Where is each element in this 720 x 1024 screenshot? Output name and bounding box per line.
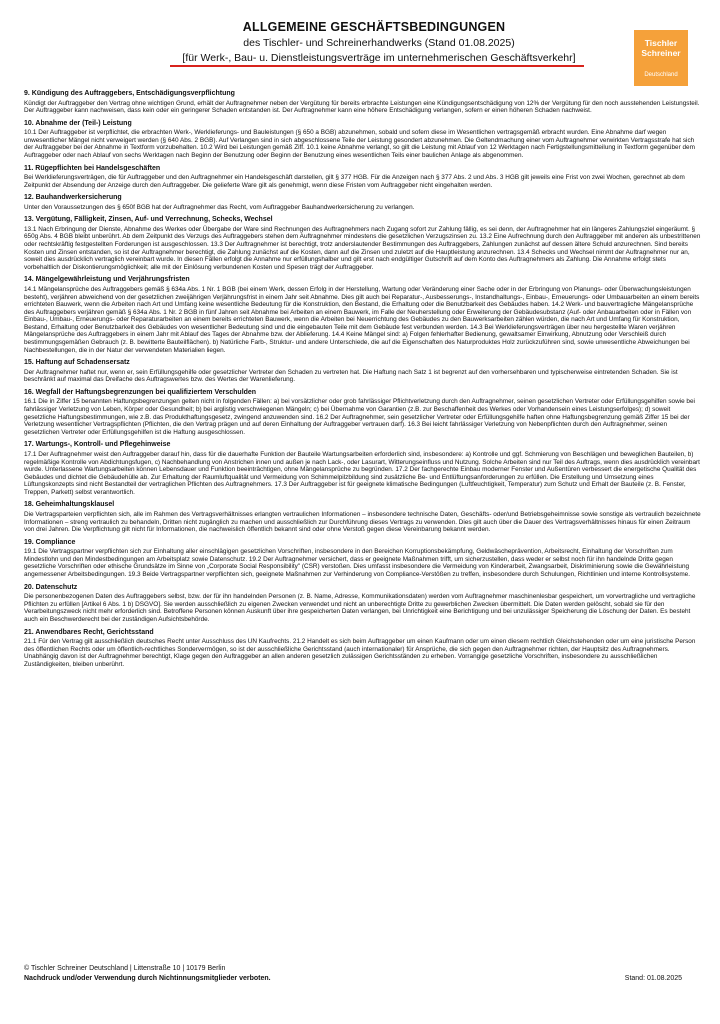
section-10 — [24, 120, 702, 160]
section-heading: 21. Anwendbares Recht, Gerichtsstand — [24, 628, 154, 636]
section-body: 10.1 Der Auftraggeber ist verpflichtet, die erbrachten Werk-, Werklieferungs- und Bauleistungen (§ 650 a BGB) abzunehmen, sobald und sofern diese im Wesentlichen vertragsgemäß erbracht wurden. Eine Abnahme darf wegen unwesentlicher Mängel nicht verweigert werden (§ 640 Abs. 2 BGB). Auf Verlangen sind in sich abgeschlossene Teile der Leistung gesondert abzunehmen. Die Geltendmachung einer vom Auftragnehmer verwirkten Vertragsstrafe hat sich der Auftraggeber bei der Abnahme in Textform vorzubehalten. 10.2 Wird bei Leistungen gemäß Ziff. 10.1 keine Abnahme verlangt, so gilt die Leistung mit Ablauf von 12 Werktagen nach Fertigstellungsmitteilung in Textform gegenüber dem Auftraggeber oder nach Ablauf von sechs Werktagen nach Beginn der Benutzung oder Beginn der Benutzung eines wesentlichen Teils einer baulichen Anlage als abgenommen. — [24, 129, 695, 159]
section-body: Bei Werklieferungsverträgen, die für Auftraggeber und den Auftragnehmer ein Handelsgeschäft darstellen, gilt § 377 HGB. Für die Anzeigen nach § 377 Abs. 2 und Abs. 3 HGB gilt jeweils eine Frist von zwei Wochen, gerechnet ab dem Zeitpunkt der Absendung der Anzeige durch den Auftraggeber. Die gelieferte Ware gilt als genehmigt, wenn diese Fristen vom Auftraggeber nicht eingehalten werden. — [24, 174, 685, 189]
logo-line-3: Deutschland — [644, 72, 678, 78]
section-15 — [24, 359, 702, 384]
section-17 — [24, 441, 702, 496]
section-21 — [24, 629, 702, 669]
section-body: 17.1 Der Auftragnehmer weist den Auftraggeber darauf hin, dass für die dauerhafte Funktion der Bauteile Wartungsarbeiten erforderlich sind, insbesondere: a) Kontrolle und ggf. Schmierung von Beschlägen und beweglichen Bauteilen, b) regelmäßige Kontrolle von Abdichtungsfugen, c) Nachbehandlung von Anstrichen innen und außen je nach Lack-, oder Lasurart, Witterungseinfluss und Nutzung. Solche Arbeiten sind nur Teil des Auftrags, wenn dies ausdrücklich vereinbart wurde. Unterlassene Wartungsarbeiten können Lebensdauer und Funktion beeinträchtigen, ohne Mängelansprüche zu begründen. 17.2 Der fachgerechte Einbau moderner Fenster und Außentüren verbessert die energetische Qualität des Gebäudes und dichtet die Gebäudehülle ab. Zur Erhaltung der Raumluftqualität und Vermeidung von Schimmelpilzbildung sind zusätzliche Be- und Entlüftungsanforderungen zu erfüllen. Die Erstellung und Umsetzung eines Lüftungskonzepts sind nicht Bestandteil der vertraglichen Pflichten des Auftragnehmers. 17.3 Der Auftraggeber ist für geeignete klimatische Bedingungen (Luftfeuchtigkeit, Temperatur) zum Schutz und Erhalt der Bauteile (z. B. Fenster, Treppen, Parkett) selbst verantwortlich. — [24, 450, 700, 496]
section-body: Die personenbezogenen Daten des Auftraggebers selbst, bzw. der für ihn handelnden Personen (z. B. Name, Adresse, Kommunikationsdaten) werden vom Auftragnehmer maschinenlesbar gespeichert, um vorvertragliche und vertragliche Pflichten zu erfüllen [Artikel 6 Abs. 1 b) DSGVO]. Sie werden ausschließlich zu eigenen Zwecken verwendet und nicht an unberechtigte Dritte zu gewerblichen Zwecken übermittelt. Die Daten werden gelöscht, sobald sie für den Verarbeitungszweck nicht mehr erforderlich sind. Betroffene Personen können Auskunft über ihre gespeicherten Daten verlangen, bei Unrichtigkeit eine Berichtigung und bei unzulässiger Speicherung die Löschung der Daten. Es besteht auch ein Beschwerderecht bei der zuständigen Aufsichtsbehörde. — [24, 593, 696, 623]
section-body: 21.1 Für den Vertrag gilt ausschließlich deutsches Recht unter Ausschluss des UN Kaufrechts. 21.2 Handelt es sich beim Auftraggeber um einen Kaufmann oder um einen diesem rechtlich Gleichstehenden oder um eine juristische Person des öffentlichen Rechts oder um öffentlich-rechtliches Sondervermögen, so ist der ausschließliche Gerichtsstand (auch internationaler) für Ansprüche, die sich gegen den Auftragnehmer richten, der Hauptsitz des Auftragnehmers. Unabhängig davon ist der Auftragnehmer berechtigt, Klage gegen den Auftraggeber an allen anderen gesetzlich zulässigen Gerichtsständen zu erheben. Vorrangige gesetzliche Vorschriften, insbesondere zu ausschließlichen Zuständigkeiten, bleiben unberührt. — [24, 638, 696, 668]
logo-line-2: Schreiner — [641, 48, 681, 58]
section-heading: 10. Abnahme der (Teil-) Leistung — [24, 119, 132, 127]
section-heading: 17. Wartungs-, Kontroll- und Pflegehinweise — [24, 441, 171, 449]
footer-notice: Nachdruck und/oder Verwendung durch Nichtinnungsmitglieder verboten. — [24, 975, 271, 982]
section-20 — [24, 584, 702, 624]
section-18 — [24, 501, 702, 533]
section-16 — [24, 389, 702, 436]
section-heading: 14. Mängelgewährleistung und Verjährungsfristen — [24, 276, 190, 284]
header — [24, 0, 702, 88]
terms-content — [24, 90, 702, 673]
section-13 — [24, 216, 702, 271]
section-body: Die Vertragsparteien verpflichten sich, alle im Rahmen des Vertragsverhältnisses erlangten vertraulichen Informationen – insbesondere technische Daten, Geschäfts- oder/und Betriebsgeheimnisse sowie sonstige als vertraulich bezeichnete Informationen – streng vertraulich zu behandeln, Dritten nicht zugänglich zu machen und ausschließlich zur Durchführung dieses Vertrags zu verwenden. Dies gilt auch über die Dauer des Vertragsverhältnisses hinaus für einen Zeitraum von drei Jahren. Die Verpflichtung gilt nicht für Informationen, die nachweislich öffentlich bekannt sind oder ohne Verstoß gegen diese Vereinbarung bekannt werden. — [24, 510, 701, 534]
red-underline — [170, 65, 584, 67]
section-body: 19.1 Die Vertragspartner verpflichten sich zur Einhaltung aller einschlägigen gesetzlichen Vorschriften, insbesondere in den Bereichen Korruptionsbekämpfung, Geldwäscheprävention, Arbeitsrecht, Einhaltung der Vorschriften zum Mindestlohn und den Mindestbedingungen am Arbeitsplatz sowie Datenschutz. 19.2 Der Auftragnehmer versichert, dass er geeignete Maßnahmen trifft, um sicherzustellen, dass weder er selbst noch für ihn handelnde Dritte gegen gesetzliche Vorschriften oder ethische Grundsätze im Sinne von „Corporate Social Responsibility" (CSR) verstoßen. Dies umfasst insbesondere die Vermeidung von Kinderarbeit, Zwangsarbeit, Diskriminierung sowie die Gewährleistung angemessener Arbeitsbedingungen. 19.3 Beide Vertragspartner verpflichten sich, geeignete Maßnahmen zur Verhinderung von Compliance-Verstößen zu treffen, insbesondere durch Schulungen, Richtlinien und interne Kontrollsysteme. — [24, 548, 690, 579]
section-heading: 19. Compliance — [24, 538, 76, 546]
document-title: ALLGEMEINE GESCHÄFTSBEDINGUNGEN — [242, 20, 506, 34]
section-body: 14.1 Mängelansprüche des Auftraggebers gemäß § 634a Abs. 1 Nr. 1 BGB (bei einem Werk, dessen Erfolg in der Herstellung, Wartung oder Veränderung einer Sache oder in der Erbringung von Planungs- oder Überwachungsleistungen besteht), verjähren abweichend von der gesetzlichen zweijährigen Verjährungsfrist in einem Jahr seit Abnahme. Dies gilt auch bei Reparatur-, Ausbesserungs-, Instandhaltungs-, Einbau-, Erneuerungs- oder Umbauarbeiten an einem bereits errichteten Bauwerk, wenn die Arbeiten nach Art und Umfang keine wesentliche Bedeutung für die Konstruktion, den Bestand, die Erhaltung oder die Benutzbarkeit des Gebäudes haben. 14.2 Werk- und bauvertragliche Mängelansprüche des Auftraggebers verjähren gemäß § 634a Abs. 1 Nr. 2 BGB in fünf Jahren seit Abnahme bei Arbeiten an einem Bauwerk, im Falle der Neuherstellung oder Erweiterung der Gebäudesubstanz (Auf- oder Anbauarbeiten oder in Fällen von Einbau-, Umbau-, Erneuerungs- oder Reparaturarbeiten an einem bereits errichteten Bauwerk, wenn die Arbeiten bei Neuerrichtung des Gebäudes zu den Bauwerksarbeiten zählen würden, die nach Art und Umfang für Konstruktion, Bestand, Erhaltung oder Benutzbarkeit des Gebäudes von wesentlicher Bedeutung sind und die eingebauten Teile mit dem Gebäude fest verbunden werden. 14.3 Bei Werklieferungsverträgen über neu hergestellte Waren verjähren Mängelansprüche des Auftraggebers in einem Jahr mit Ablauf des Tages der Abnahme bzw. der Ablieferung. 14.4 Keine Mängel sind: a) Folgen fehlerhafter Bedienung, gewaltsamer Einwirkung, Abnutzung oder Verschleiß durch bestimmungsgemäßen Gebrauch (z. B. bewitterte Bauteilflächen). b) Natürliche Farb-, Struktur- und andere Unterschiede, die auf die Eigenschaften des Naturproduktes Holz zurückzuführen sind, sowie unwesentliche Abweichungen bei Nachbestellungen, die in der Natur der verwendeten Materialien liegen. — [24, 285, 700, 354]
footer-stand-date: Stand: 01.08.2025 — [624, 975, 682, 982]
section-heading: 15. Haftung auf Schadensersatz — [24, 359, 130, 367]
section-12 — [24, 194, 702, 211]
logo-line-1: Tischler — [644, 38, 678, 48]
section-body: 16.1 Die in Ziffer 15 benannten Haftungsbegrenzungen gelten nicht in folgenden Fällen: a) bei vorsätzlicher oder grob fahrlässiger Pflichtverletzung durch den Auftragnehmer, seinen gesetzlichen Vertreter oder Erfüllungsgehilfen sowie bei fahrlässiger Verletzung von Leben, Körper oder Gesundheit; b) bei arglistig verschwiegenen Mängeln; c) bei Übernahme von Garantien (z.B. zur Beschaffenheit des Werkes oder Vorhandensein eines Leistungserfolges); d) soweit gesetzliche Haftungsbestimmungen, wie z.B. das Produkthaftungsgesetz, zwingend anzuwenden sind. 16.2 Der Auftragnehmer, sein gesetzlicher Vertreter oder Erfüllungsgehilfe haften ohne Haftungsbegrenzung gemäß Ziffer 15 bei der Verletzung wesentlicher Vertragspflichten (Pflichten, die den Vertrag prägen und auf deren Einhaltung der Auftraggeber vertrauen darf). 16.3 Bei leicht fahrlässiger Verletzung von Nebenpflichten durch den Auftragnehmer, seinen gesetzlichen Vertreter oder Erfüllungsgehilfen ist die Haftung ausgeschlossen. — [24, 398, 695, 436]
section-heading: 20. Datenschutz — [24, 583, 78, 591]
section-heading: 9. Kündigung des Auftraggebers, Entschädigungsverpflichtung — [24, 90, 235, 97]
section-body: Unter den Voraussetzungen des § 650f BGB hat der Auftragnehmer das Recht, vom Auftraggeber Bauhandwerkersicherung zu verlangen. — [24, 203, 415, 211]
section-body: 13.1 Nach Erbringung der Dienste, Abnahme des Werkes oder Übergabe der Ware sind Rechnungen des Auftragnehmers nach Zugang sofort zur Zahlung fällig, es sei denn, der Auftragnehmer hat ein längeres Zahlungsziel eingeräumt. § 650g Abs. 4 BGB bleibt unberührt. Ab dem Zeitpunkt des Verzugs des Auftraggebers stehen dem Auftragnehmer mindestens die gesetzlichen Verzugszinsen zu. 13.2 Eine Aufrechnung durch den Auftraggeber mit anderen als unbestrittenen oder rechtskräftig festgestellten Forderungen ist ausgeschlossen. 13.3 Der Auftragnehmer ist berechtigt, trotz anderslautender Bestimmungen des Auftraggebers, Zahlungen zunächst auf dessen ältere Schuld anzurechnen. Sind bereits Kosten und Zinsen entstanden, so ist der Auftragnehmer berechtigt, die Zahlung zunächst auf die Kosten, dann auf die Zinsen und zuletzt auf die Hauptleistung anzurechnen. 13.4 Schecks und Wechsel nimmt der Auftragnehmer nur an, soweit dies ausdrücklich vertraglich vereinbart wurde. In diesen Fällen erfolgt die Annahme nur erfüllungshalber und gilt erst nach endgültiger Gutschrift auf dem Konto des Auftragnehmers als Zahlung. Die Annahme erfolgt stets vorbehaltlich der Diskontierungsmöglichkeit; alle mit der Einlösung verbundenen Kosten und Spesen trägt der Auftraggeber. — [24, 225, 701, 271]
document-scope: [für Werk-, Bau- u. Dienstleistungsverträge im unternehmerischen Geschäftsverkehr] — [182, 52, 576, 64]
document-subtitle: des Tischler- und Schreinerhandwerks (Stand 01.08.2025) — [243, 37, 515, 49]
section-body: Kündigt der Auftraggeber den Vertrag ohne wichtigen Grund, erhält der Auftragnehmer neben der Vergütung für bereits erbrachte Leistungen eine Kündigungsentschädigung von 12% der Vergütung für den noch ausstehenden Leistungsteil. Der Auftraggeber kann nachweisen, dass kein oder ein geringerer Schaden entstanden ist. Der Auftragnehmer kann eine höhere Entschädigung verlangen, sofern er einen höheren Schaden nachweist. — [24, 99, 700, 115]
section-9 — [24, 90, 702, 115]
footer-copyright: © Tischler Schreiner Deutschland | Littenstraße 10 | 10179 Berlin — [24, 965, 226, 972]
section-heading: 12. Bauhandwerkersicherung — [24, 194, 122, 202]
tischler-schreiner-logo — [634, 30, 688, 86]
section-heading: 11. Rügepflichten bei Handelsgeschäften — [24, 164, 161, 172]
section-heading: 16. Wegfall der Haftungsbegrenzungen bei qualifiziertem Verschulden — [24, 388, 257, 396]
section-heading: 13. Vergütung, Fälligkeit, Zinsen, Auf- und Verrechnung, Schecks, Wechsel — [24, 216, 273, 224]
section-14 — [24, 276, 702, 354]
section-heading: 18. Geheimhaltungsklausel — [24, 501, 115, 509]
section-body: Der Auftragnehmer haftet nur, wenn er, sein Erfüllungsgehilfe oder gesetzlicher Vertreter den Schaden zu vertreten hat. Die Haftung nach Satz 1 ist begrenzt auf den vorhersehbaren und typischerweise eintretenden Schaden. Sie ist beschränkt auf maximal das Dreifache des Auftragswertes bzw. des Wertes der Warenlieferung. — [24, 368, 678, 384]
footer — [24, 964, 702, 984]
section-19 — [24, 539, 702, 579]
section-11 — [24, 165, 702, 190]
